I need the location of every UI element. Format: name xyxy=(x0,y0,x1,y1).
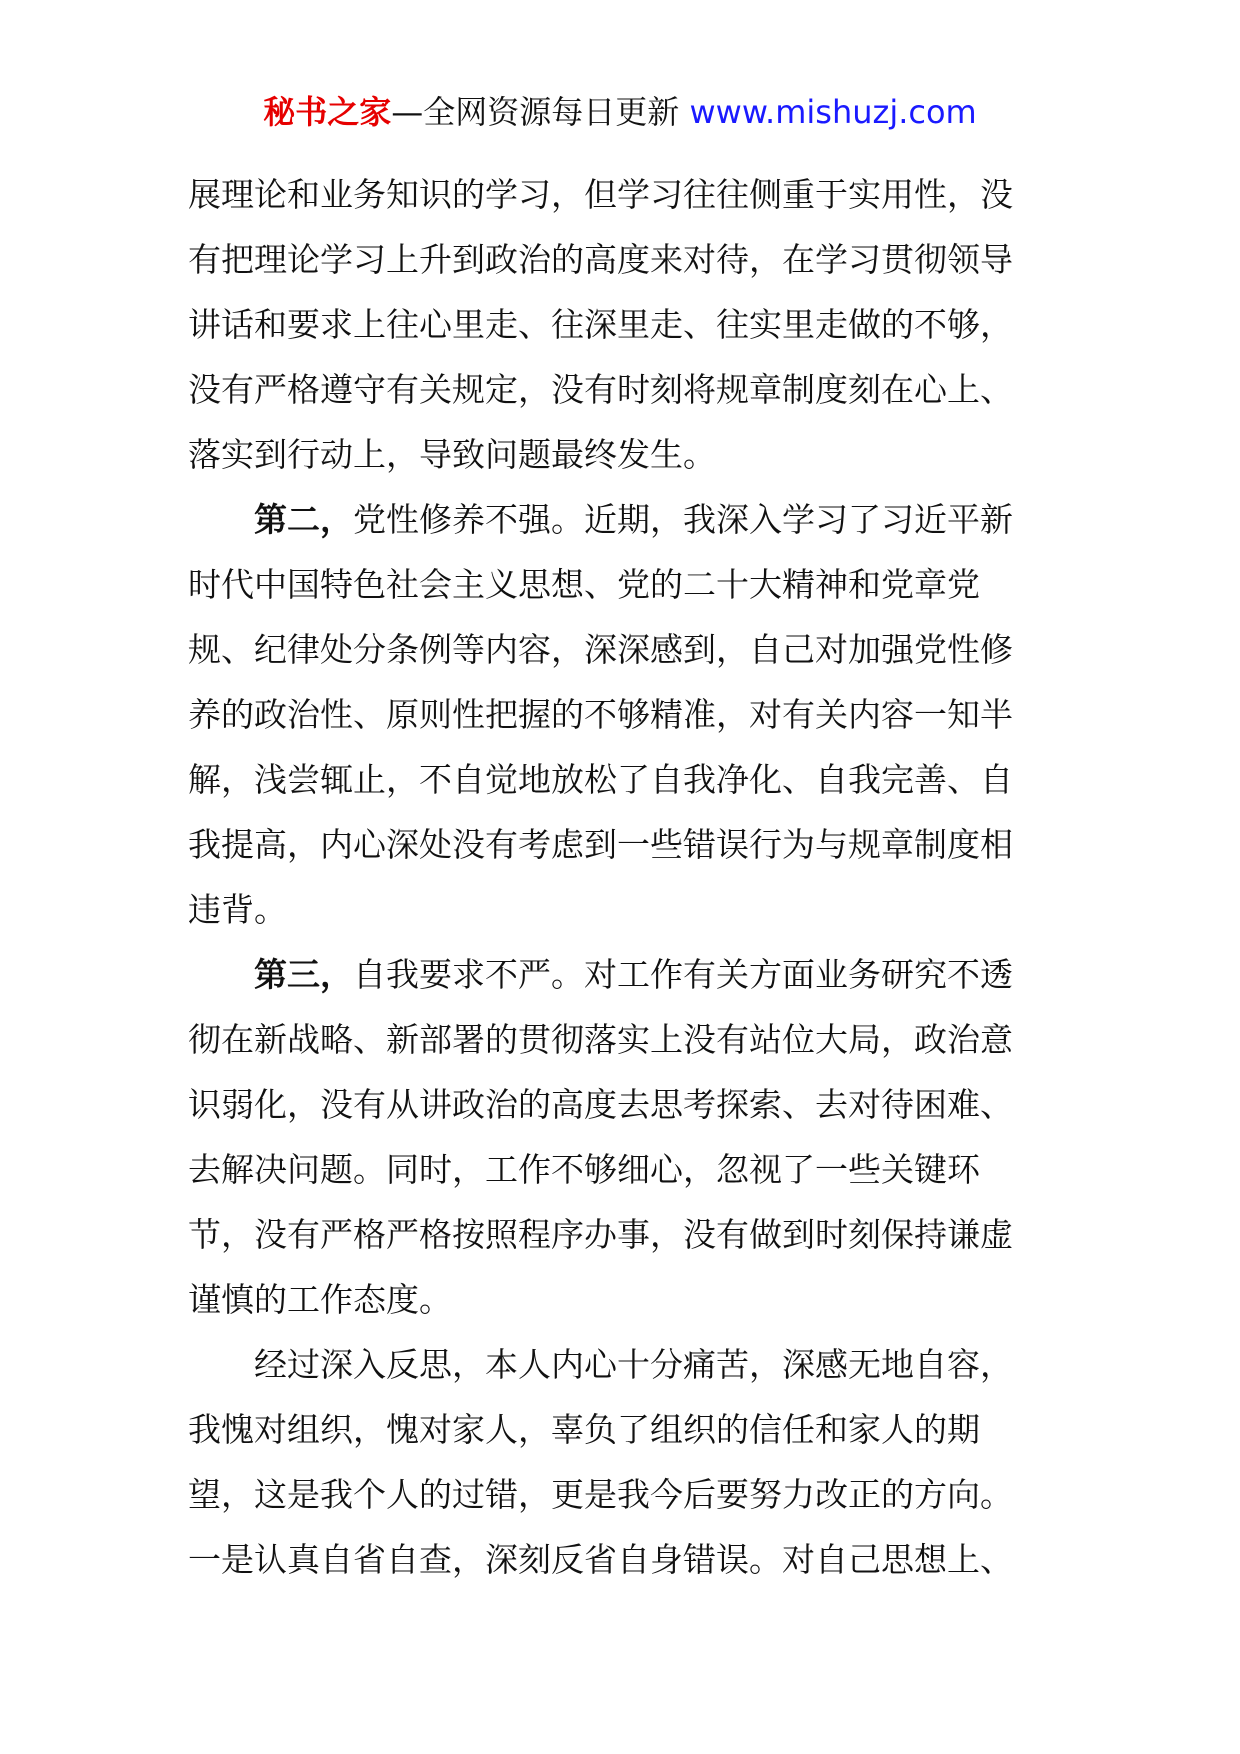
text-line: 我提高，内心深处没有考虑到一些错误行为与规章制度相 xyxy=(188,825,1013,864)
section-marker: 第二， xyxy=(254,500,353,539)
header-slogan: —全网资源每日更新 xyxy=(391,93,690,131)
document-body xyxy=(188,162,1061,1592)
text-line: 识弱化，没有从讲政治的高度去思考探索、去对待困难、 xyxy=(188,1085,1013,1124)
paragraph-second-heading: 第二，党性修养不强。近期，我深入学习了习近平新 xyxy=(254,500,1013,539)
text-line: 有把理论学习上升到政治的高度来对待，在学习贯彻领导 xyxy=(188,240,1013,279)
text-line: 望，这是我个人的过错，更是我今后要努力改正的方向。 xyxy=(188,1475,1013,1514)
page-header xyxy=(0,92,1240,132)
text-line: 一是认真自省自查，深刻反省自身错误。对自己思想上、 xyxy=(188,1540,1013,1579)
site-url-link[interactable]: www.mishuzj.com xyxy=(689,93,977,131)
paragraph-reflection-start: 经过深入反思，本人内心十分痛苦，深感无地自容， xyxy=(254,1345,1013,1384)
text-line: 没有严格遵守有关规定，没有时刻将规章制度刻在心上、 xyxy=(188,370,1013,409)
text-line: 节，没有严格严格按照程序办事，没有做到时刻保持谦虚 xyxy=(188,1215,1013,1254)
text-line: 解，浅尝辄止，不自觉地放松了自我净化、自我完善、自 xyxy=(188,760,1013,799)
text-line: 时代中国特色社会主义思想、党的二十大精神和党章党 xyxy=(188,565,980,604)
text-line: 谨慎的工作态度。 xyxy=(188,1280,452,1319)
text-line: 我愧对组织，愧对家人，辜负了组织的信任和家人的期 xyxy=(188,1410,980,1449)
section-marker: 第三， xyxy=(254,955,353,994)
brand-name: 秘书之家 xyxy=(263,93,392,131)
text-line: 讲话和要求上往心里走、往深里走、往实里走做的不够， xyxy=(188,305,1013,344)
text-line: 规、纪律处分条例等内容，深深感到，自己对加强党性修 xyxy=(188,630,1013,669)
text-line: 去解决问题。同时，工作不够细心，忽视了一些关键环 xyxy=(188,1150,980,1189)
text-line: 违背。 xyxy=(188,890,287,929)
paragraph-third-heading: 第三，自我要求不严。对工作有关方面业务研究不透 xyxy=(254,955,1013,994)
text-line: 落实到行动上，导致问题最终发生。 xyxy=(188,435,716,474)
text-line: 彻在新战略、新部署的贯彻落实上没有站位大局，政治意 xyxy=(188,1020,1013,1059)
text-line: 养的政治性、原则性把握的不够精准，对有关内容一知半 xyxy=(188,695,1013,734)
text-line: 展理论和业务知识的学习，但学习往往侧重于实用性，没 xyxy=(188,175,1013,214)
